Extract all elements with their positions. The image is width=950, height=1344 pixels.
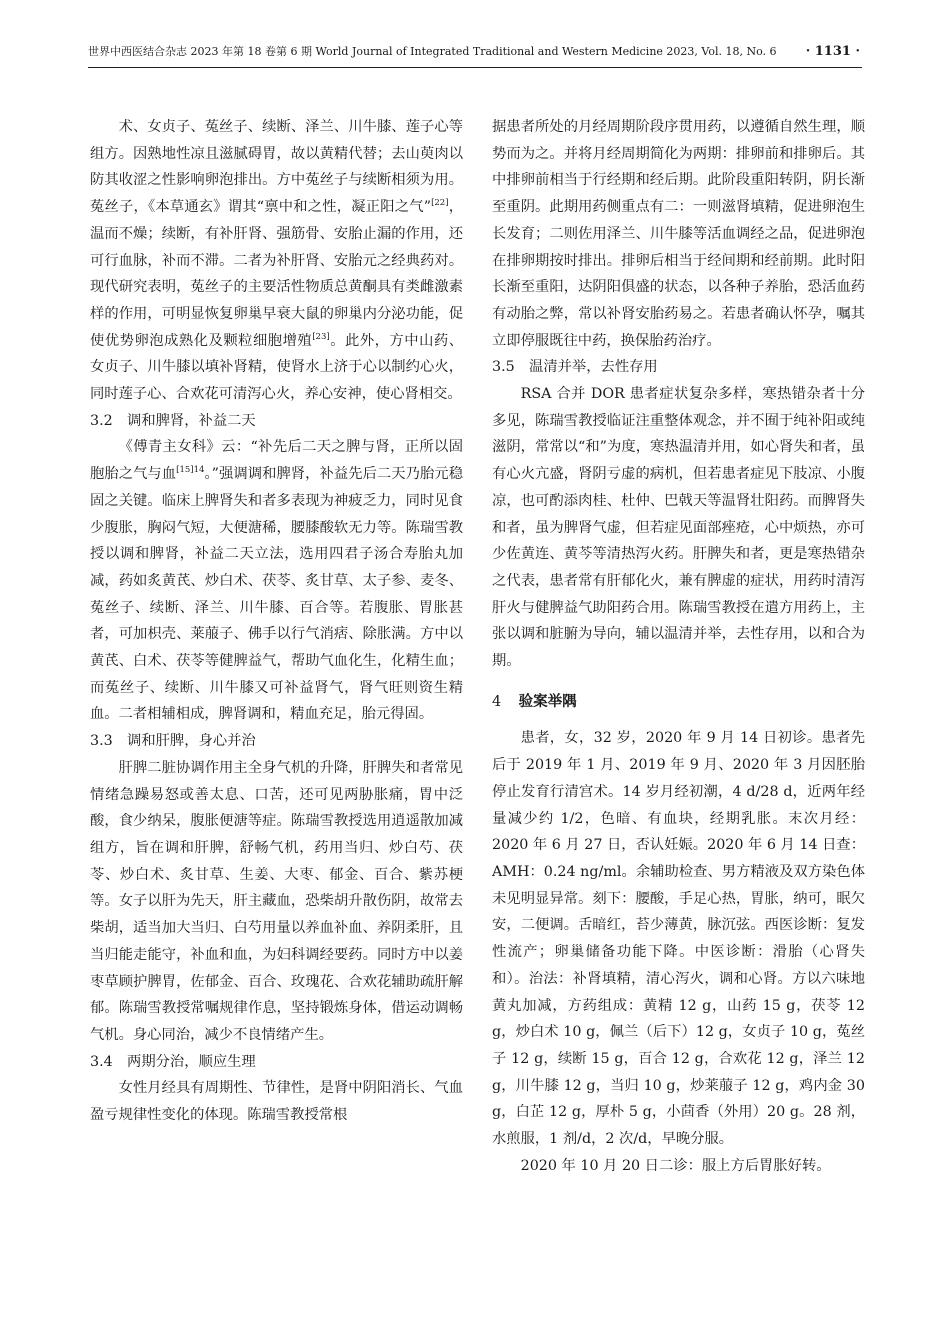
paragraph: RSA 合并 DOR 患者症状复杂多样，寒热错杂者十分多见，陈瑞雪教授临证注重整体观念，并不囿于纯补阳或纯滋阴，常常以“和”为度，寒热温清并用，如心肾失和者，虽有心火亢盛，肾阴亏虚的病机，但若患者症见下肢凉、小腹凉，也可酌添肉桂、杜仲、巴戟天等温肾壮阳药。而脾肾失和者，虽为脾肾气虚，但若症见面部痤疮，心中烦热，亦可少佐黄连、黄芩等清热泻火药。肝脾失和者，更是寒热错杂之代表，患者常有肝郁化火，兼有脾虚的症状，用药时清泻肝火与健脾益气助阳药合用。陈瑞雪教授在遣方用药上，主张以调和脏腑为导向，辅以温清并举，去性存用，以和合为期。	[492, 386, 865, 670]
section-heading-3-2: 3.2 调和脾肾，补益二天	[90, 412, 256, 429]
header-rule	[88, 67, 862, 68]
journal-citation: 世界中西医结合杂志 2023 年第 18 卷第 6 期 World Journal of Integrated Traditional and Western Medicine 2023, Vol. 18, No. 6	[88, 45, 777, 58]
right-column	[492, 114, 865, 1179]
section-heading-3-5: 3.5 温清并举，去性存用	[492, 359, 658, 376]
paragraph: 据患者所处的月经周期阶段序贯用药，以遵循自然生理，顺势而为之。并将月经周期简化为两期：排卵前和排卵后。其中排卵前相当于行经期和经后期。此阶段重阳转阴，阴长渐至重阴。此期用药侧重点有二：一则滋肾填精，促进卵泡生长发育；二则佐用泽兰、川牛膝等活血调经之品，促进卵泡在排卵期按时排出。排卵后相当于经间期和经前期。此时阳长渐至重阳，达阴阳俱盛的状态，以各种子养胎，恐活血药有动胎之弊，常以补肾安胎药易之。若患者确认怀孕，嘱其立即停服既往中药，换保胎药治疗。	[492, 119, 865, 349]
paragraph: 术、女贞子、菟丝子、续断、泽兰、川牛膝、莲子心等组方。因熟地性凉且滋腻碍胃，故以黄精代替；去山萸肉以防其收涩之性影响卵泡排出。方中菟丝子与续断相须为用。菟丝子，《本草通玄》谓其“禀中和之性，凝正阳之气”[22]，温而不燥；续断，有补肝肾、强筋骨、安胎止漏的作用，还可行血脉，补而不滞。二者为补肝肾、安胎元之经典药对。现代研究表明，菟丝子的主要活性物质总黄酮具有类雌激素样的作用，可明显恢复卵巢早衰大鼠的卵巢内分泌功能，促使优势卵泡成熟化及颗粒细胞增殖[23]。此外，方中山药、女贞子、川牛膝以填补肾精，使肾水上济于心以制约心火，同时莲子心、合欢花可清泻心火，养心安神，使心肾相交。	[90, 119, 464, 403]
citation-ref[interactable]: [15]14	[176, 465, 205, 476]
left-column	[90, 114, 463, 1129]
citation-ref[interactable]: [22]	[431, 198, 449, 209]
paragraph: 患者，女，32 岁，2020 年 9 月 14 日初诊。患者先后于 2019 年 1 月、2019 年 9 月、2020 年 3 月因胚胎停止发育行清宫术。14 岁月经初潮，4 d/28 d，近两年经量减少约 1/2，色暗、有血块，经期乳胀。末次月经：2020 年 6 月 27 日，否认妊娠。2020 年 6 月 14 日查：AMH：0.24 ng/ml。余辅助检查、男方精液及双方染色体未见明显异常。刻下：腰酸，手足心热，胃胀，纳可，眠欠安，二便调。舌暗红，苔少薄黄，脉沉弦。西医诊断：复发性流产；卵巢储备功能下降。中医诊断：滑胎（心肾失和）。治法：补肾填精，清心泻火，调和心肾。方以六味地黄丸加减，方药组成：黄精 12 g，山药 15 g，茯苓 12 g，炒白术 10 g，佩兰（后下）12 g，女贞子 10 g，菟丝子 12 g，续断 15 g，百合 12 g，合欢花 12 g，泽兰 12 g，川牛膝 12 g，当归 10 g，炒莱菔子 12 g，鸡内金 30 g，白芷 12 g，厚朴 5 g，小茴香（外用）20 g。28 剂，水煎服，1 剂/d，2 次/d，早晚分服。	[492, 730, 865, 1148]
section-heading-3-3: 3.3 调和肝脾，身心并治	[90, 733, 256, 750]
paragraph: 女性月经具有周期性、节律性，是肾中阴阳消长、气血盈亏规律性变化的体现。陈瑞雪教授常根	[90, 1080, 463, 1124]
paragraph: 《傅青主女科》云：“补先后二天之脾与肾，正所以固胞胎之气与血$^{[15]14}$。”强调调和脾肾，补益先后二天乃胎元稳固之关键。临床上脾肾失和者多表现为神疲乏力，同时见食少腹胀，胸闷气短，大便溏稀，腰膝酸软无力等。陈瑞雪教授以调和脾肾，补益二天立法，选用四君子汤合寿胎丸加减，药如炙黄芪、炒白术、茯苓、炙甘草、太子参、麦冬、菟丝子、续断、泽兰、川牛膝、百合等。若腹胀、胃胀甚者，可加枳壳、莱菔子、佛手以行气消痞、除胀满。方中以黄芪、白术、茯苓等健脾益气，帮助气血化生，化精生血；而菟丝子、续断、川牛膝又可补益肾气，肾气旺则资生精血。二者相辅相成，脾肾调和，精血充足，胎元得固。	[90, 439, 463, 723]
section-heading-3-4: 3.4 两期分治，顺应生理	[90, 1053, 256, 1070]
section-heading-4: 4 验案举隅	[492, 692, 577, 710]
paragraph: 肝脾二脏协调作用主全身气机的升降，肝脾失和者常见情绪急躁易怒或善太息、口苦，还可见两胁胀痛，胃中泛酸，食少纳呆，腹胀便溏等症。陈瑞雪教授选用逍遥散加减组方，旨在调和肝脾，舒畅气机，药用当归、炒白芍、茯苓、炒白术、炙甘草、生姜、大枣、郁金、百合、紫苏梗等。女子以肝为先天，肝主藏血，恐柴胡升散伤阴，故常去柴胡，适当加大当归、白芍用量以养血补血、养阴柔肝，且当归能走能守，补血和血，为妇科调经要药。同时方中以姜枣草顾护脾胃，佐郁金、百合、玫瑰花、合欢花辅助疏肝解郁。陈瑞雪教授常嘱规律作息，坚持锻炼身体，借运动调畅气机。身心同治，减少不良情绪产生。	[90, 759, 463, 1043]
citation-ref[interactable]: [23]	[312, 331, 330, 342]
running-header	[88, 40, 860, 62]
page-number: · 1131 ·	[805, 43, 860, 59]
paragraph: 2020 年 10 月 20 日二诊：服上方后胃胀好转。	[520, 1157, 831, 1174]
